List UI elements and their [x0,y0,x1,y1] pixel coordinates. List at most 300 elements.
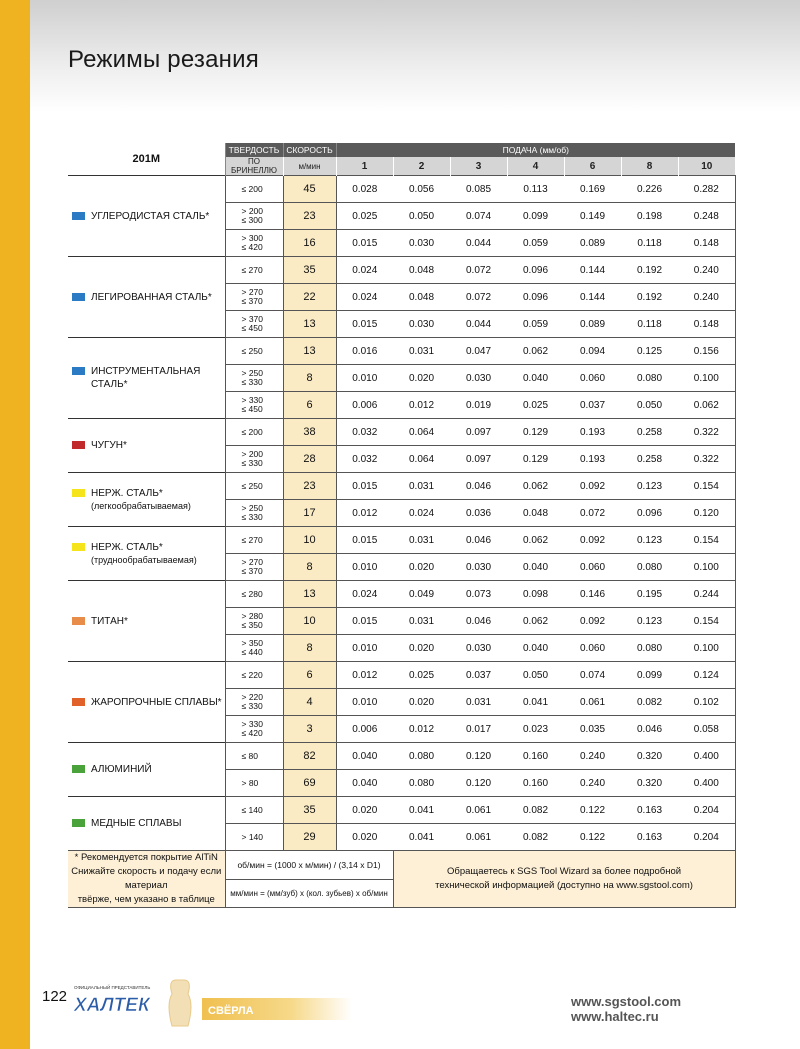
feed-value: 0.064 [393,419,450,446]
feed-value: 0.030 [450,635,507,662]
speed-value: 8 [283,365,336,392]
feed-value: 0.146 [564,581,621,608]
feed-value: 0.030 [393,230,450,257]
material-cell [68,743,225,797]
feed-value: 0.092 [564,527,621,554]
feed-value: 0.082 [507,797,564,824]
hardness-range: ≤ 270 [241,264,263,275]
speed-value: 10 [283,608,336,635]
speed-value: 82 [283,743,336,770]
cutting-modes-table [68,143,736,908]
websites [571,994,681,1024]
material-color-swatch [72,617,85,625]
feed-value: 0.010 [336,365,393,392]
hardness-range-cell [225,365,283,392]
feed-value: 0.024 [336,284,393,311]
feed-value: 0.059 [507,230,564,257]
feed-value: 0.060 [564,365,621,392]
feed-value: 0.098 [507,581,564,608]
feed-value: 0.031 [393,338,450,365]
page-number: 122 [42,988,68,1005]
speed-value: 38 [283,419,336,446]
hardness-range-cell [225,203,283,230]
feed-value: 0.144 [564,284,621,311]
feed-value: 0.024 [336,581,393,608]
rpm-formula: об/мин = (1000 x м/мин) / (3,14 x D1) [225,851,393,880]
feed-value: 0.046 [450,527,507,554]
feed-value: 0.322 [678,446,735,473]
speed-value: 6 [283,392,336,419]
footnote-line: * Рекомендуется покрытие AlTiN [74,852,218,863]
feed-value: 0.120 [678,500,735,527]
feed-value: 0.073 [450,581,507,608]
hardness-subheader: ПО БРИНЕЛЛЮ [225,157,283,176]
feed-value: 0.258 [621,446,678,473]
material-color-swatch [72,293,85,301]
feed-value: 0.129 [507,419,564,446]
material-color-swatch [72,367,85,375]
hardness-range-cell [225,473,283,500]
feed-value: 0.118 [621,230,678,257]
material-name: ЧУГУН* [91,440,127,451]
speed-value: 23 [283,473,336,500]
feed-value: 0.062 [507,527,564,554]
hardness-range-cell [225,527,283,554]
feed-value: 0.020 [336,824,393,851]
feed-value: 0.100 [678,635,735,662]
feed-value: 0.056 [393,176,450,203]
material-color-swatch [72,543,85,551]
speed-value: 13 [283,581,336,608]
feed-value: 0.010 [336,689,393,716]
feed-value: 0.089 [564,311,621,338]
feed-value: 0.062 [507,608,564,635]
feed-value: 0.020 [336,797,393,824]
material-color-swatch [72,212,85,220]
material-color-swatch [72,819,85,827]
feed-value: 0.080 [621,635,678,662]
feed-value: 0.120 [450,770,507,797]
feed-value: 0.154 [678,608,735,635]
speed-value: 6 [283,662,336,689]
material-color-swatch [72,698,85,706]
feed-value: 0.044 [450,230,507,257]
feed-value: 0.032 [336,446,393,473]
feed-value: 0.097 [450,446,507,473]
hardness-range-cell [225,608,283,635]
feed-value: 0.192 [621,257,678,284]
feed-value: 0.024 [336,257,393,284]
speed-value: 28 [283,446,336,473]
feed-value: 0.012 [393,392,450,419]
speed-value: 35 [283,257,336,284]
material-subtitle: (легкообрабатываемая) [91,501,191,511]
hardness-range: ≤ 330 [241,512,263,522]
feed-value: 0.240 [678,284,735,311]
hardness-range-cell [225,797,283,824]
feed-value: 0.020 [393,365,450,392]
material-name: МЕДНЫЕ СПЛАВЫ [91,818,182,829]
hardness-range-cell [225,230,283,257]
feed-value: 0.025 [336,203,393,230]
hardness-range: ≤ 280 [241,588,263,599]
feed-value: 0.240 [678,257,735,284]
speed-value: 4 [283,689,336,716]
speed-value: 23 [283,203,336,230]
diameter-header: 4 [507,157,564,176]
table-row [68,176,735,203]
hardness-range: > 300 [241,233,264,243]
material-cell [68,581,225,662]
hardness-range-cell [225,554,283,581]
feed-value: 0.015 [336,473,393,500]
feed-value: 0.030 [450,365,507,392]
feed-value: 0.163 [621,797,678,824]
hardness-range: > 350 [241,638,264,648]
feed-value: 0.012 [336,662,393,689]
hardness-range: > 250 [241,503,264,513]
feed-value: 0.193 [564,446,621,473]
feed-value: 0.012 [336,500,393,527]
material-name: НЕРЖ. СТАЛЬ* [91,542,163,553]
contact-note [393,851,735,908]
feed-value: 0.160 [507,770,564,797]
material-color-swatch [72,765,85,773]
hardness-range-cell [225,689,283,716]
feed-value: 0.019 [450,392,507,419]
feed-value: 0.015 [336,311,393,338]
feed-value: 0.096 [507,284,564,311]
hardness-range-cell [225,338,283,365]
section-label: СВЁРЛА [208,1005,254,1017]
feed-value: 0.062 [507,473,564,500]
footnote [68,851,225,908]
hardness-range-cell [225,770,283,797]
feed-value: 0.226 [621,176,678,203]
hardness-range: ≤ 300 [241,215,263,225]
hardness-range-cell [225,446,283,473]
hardness-range-cell [225,500,283,527]
feed-value: 0.058 [678,716,735,743]
material-cell [68,797,225,851]
hardness-range-cell [225,257,283,284]
feed-value: 0.031 [393,608,450,635]
feed-value: 0.122 [564,824,621,851]
table-row [68,581,735,608]
hardness-range: > 200 [241,206,264,216]
feed-value: 0.048 [393,257,450,284]
hardness-range-cell [225,662,283,689]
table-row [68,662,735,689]
speed-value: 8 [283,635,336,662]
speed-value: 8 [283,554,336,581]
feed-value: 0.050 [621,392,678,419]
material-cell [68,338,225,419]
logo-small-text: ОФИЦИАЛЬНЫЙ ПРЕДСТАВИТЕЛЬ [74,985,151,990]
feed-value: 0.050 [393,203,450,230]
feed-value: 0.163 [621,824,678,851]
hardness-range: ≤ 420 [241,242,263,252]
feed-value: 0.120 [450,743,507,770]
feed-value: 0.123 [621,608,678,635]
hardness-range: ≤ 330 [241,458,263,468]
material-cell [68,419,225,473]
website-link[interactable]: www.sgstool.com [571,994,682,1009]
feed-value: 0.099 [621,662,678,689]
hardness-range: ≤ 250 [241,480,263,491]
feed-value: 0.094 [564,338,621,365]
hardness-range: ≤ 350 [241,620,263,630]
feed-value: 0.072 [564,500,621,527]
feed-value: 0.010 [336,635,393,662]
feed-value: 0.154 [678,527,735,554]
feed-value: 0.198 [621,203,678,230]
feed-value: 0.258 [621,419,678,446]
feed-value: 0.400 [678,770,735,797]
feed-value: 0.028 [336,176,393,203]
feed-value: 0.041 [393,824,450,851]
feed-value: 0.025 [393,662,450,689]
feed-value: 0.204 [678,797,735,824]
hardness-range: > 330 [241,719,264,729]
feed-value: 0.125 [621,338,678,365]
feed-value: 0.080 [393,770,450,797]
material-name: ТИТАН* [91,615,128,627]
feed-value: 0.006 [336,716,393,743]
diameter-header: 10 [678,157,735,176]
material-cell [68,257,225,338]
hardness-range-cell [225,419,283,446]
logo-brand-text: ХАЛТЕК [74,995,150,1016]
hardness-range-cell [225,311,283,338]
hardness-range: ≤ 330 [241,377,263,387]
feed-value: 0.195 [621,581,678,608]
feed-value: 0.044 [450,311,507,338]
speed-value: 17 [283,500,336,527]
feed-value: 0.040 [507,365,564,392]
left-color-stripe [0,0,30,1049]
feed-value: 0.060 [564,554,621,581]
feed-value: 0.031 [450,689,507,716]
feed-value: 0.123 [621,527,678,554]
diameter-header: 3 [450,157,507,176]
feed-value: 0.025 [507,392,564,419]
feed-value: 0.193 [564,419,621,446]
hardness-range-cell [225,284,283,311]
feed-value: 0.248 [678,203,735,230]
feed-value: 0.148 [678,230,735,257]
feed-value: 0.240 [564,743,621,770]
feed-value: 0.092 [564,608,621,635]
feed-value: 0.006 [336,392,393,419]
feed-value: 0.154 [678,473,735,500]
feed-value: 0.064 [393,446,450,473]
feed-value: 0.082 [621,689,678,716]
hardness-range-cell [225,716,283,743]
material-color-swatch [72,489,85,497]
feed-value: 0.015 [336,608,393,635]
feed-value: 0.030 [450,554,507,581]
hardness-range: ≤ 270 [241,534,263,545]
hardness-range-cell [225,824,283,851]
feed-value: 0.282 [678,176,735,203]
contact-line: технической информацией (доступно на www.sgstool.com) [435,880,693,891]
material-cell [68,662,225,743]
feed-value: 0.012 [393,716,450,743]
feed-value: 0.049 [393,581,450,608]
table-row [68,419,735,446]
hardness-range: > 250 [241,368,264,378]
material-name: ЖАРОПРОЧНЫЕ СПЛАВЫ* [91,696,222,708]
material-cell [68,473,225,527]
hardness-range: ≤ 200 [241,426,263,437]
feed-value: 0.320 [621,770,678,797]
feed-value: 0.240 [564,770,621,797]
feed-value: 0.016 [336,338,393,365]
diameter-header: 2 [393,157,450,176]
hardness-range: > 200 [241,449,264,459]
feed-value: 0.040 [336,743,393,770]
hardness-range: ≤ 440 [241,647,263,657]
hardness-range: ≤ 450 [241,404,263,414]
feed-value: 0.100 [678,554,735,581]
feed-value: 0.169 [564,176,621,203]
feed-value: 0.037 [450,662,507,689]
feed-value: 0.035 [564,716,621,743]
speed-value: 35 [283,797,336,824]
material-name: УГЛЕРОДИСТАЯ СТАЛЬ* [91,210,210,222]
feed-value: 0.092 [564,473,621,500]
feed-value: 0.080 [393,743,450,770]
material-color-swatch [72,441,85,449]
table-row [68,797,735,824]
hardness-range: ≤ 220 [241,669,263,680]
speed-unit: м/мин [283,157,336,176]
feed-value: 0.020 [393,554,450,581]
material-name: АЛЮМИНИЙ [91,764,152,775]
feed-value: 0.046 [450,608,507,635]
feed-value: 0.129 [507,446,564,473]
feed-value: 0.144 [564,257,621,284]
hardness-header: ТВЕРДОСТЬ [225,143,283,157]
speed-value: 3 [283,716,336,743]
table-row [68,743,735,770]
material-name: ЛЕГИРОВАННАЯ СТАЛЬ* [91,291,212,303]
feed-value: 0.010 [336,554,393,581]
feed-value: 0.040 [507,554,564,581]
feed-value: 0.048 [507,500,564,527]
speed-value: 45 [283,176,336,203]
feed-value: 0.085 [450,176,507,203]
feed-value: 0.062 [507,338,564,365]
feed-value: 0.102 [678,689,735,716]
speed-header: СКОРОСТЬ [283,143,336,157]
speed-value: 10 [283,527,336,554]
footer-row [68,851,735,880]
feed-value: 0.118 [621,311,678,338]
speed-value: 13 [283,338,336,365]
feed-value: 0.096 [621,500,678,527]
feed-value: 0.074 [450,203,507,230]
speed-value: 29 [283,824,336,851]
haltec-logo [72,976,352,1028]
material-name-line2: СТАЛЬ* [91,379,128,390]
hardness-range: ≤ 370 [241,296,263,306]
hardness-range: > 270 [241,557,264,567]
feed-value: 0.037 [564,392,621,419]
hardness-range: ≤ 370 [241,566,263,576]
speed-value: 16 [283,230,336,257]
feed-value: 0.061 [450,797,507,824]
hardness-range: > 140 [241,831,264,842]
feed-value: 0.080 [621,554,678,581]
hardness-range: > 330 [241,395,264,405]
header-row-top [68,143,735,157]
hardness-range: ≤ 450 [241,323,263,333]
feed-value: 0.030 [393,311,450,338]
feed-value: 0.015 [336,230,393,257]
contact-line: Обращаетесь к SGS Tool Wizard за более подробной [447,866,682,877]
hardness-range-cell [225,392,283,419]
hardness-range: ≤ 330 [241,701,263,711]
footnote-line: Снижайте скорость и подачу если материал [71,866,222,891]
feed-value: 0.041 [393,797,450,824]
material-name: ИНСТРУМЕНТАЛЬНАЯ [91,366,201,377]
feed-value: 0.059 [507,311,564,338]
feed-value: 0.122 [564,797,621,824]
hardness-range: > 370 [241,314,264,324]
table-row [68,257,735,284]
feed-value: 0.062 [678,392,735,419]
feed-value: 0.123 [621,473,678,500]
material-name: НЕРЖ. СТАЛЬ* [91,488,163,499]
table-row [68,473,735,500]
feed-value: 0.096 [507,257,564,284]
feed-value: 0.017 [450,716,507,743]
feed-value: 0.031 [393,527,450,554]
feed-value: 0.100 [678,365,735,392]
speed-value: 69 [283,770,336,797]
feed-value: 0.023 [507,716,564,743]
hardness-range: ≤ 140 [241,804,263,815]
hardness-range-cell [225,581,283,608]
hardness-range: ≤ 200 [241,183,263,194]
feed-value: 0.113 [507,176,564,203]
feed-value: 0.097 [450,419,507,446]
feed-value: 0.074 [564,662,621,689]
feed-value: 0.124 [678,662,735,689]
feed-value: 0.160 [507,743,564,770]
feed-value: 0.020 [393,635,450,662]
website-link[interactable]: www.haltec.ru [571,1009,659,1024]
feed-value: 0.244 [678,581,735,608]
hardness-range: ≤ 420 [241,728,263,738]
feed-value: 0.020 [393,689,450,716]
feed-value: 0.015 [336,527,393,554]
feed-header: ПОДАЧА (мм/об) [336,143,735,157]
diameter-header: 6 [564,157,621,176]
feed-value: 0.099 [507,203,564,230]
hardness-range: ≤ 80 [241,750,258,761]
feed-value: 0.040 [336,770,393,797]
feed-value: 0.036 [450,500,507,527]
diameter-header: 8 [621,157,678,176]
hardness-range-cell [225,176,283,203]
feed-value: 0.046 [621,716,678,743]
feed-value: 0.031 [393,473,450,500]
feed-value: 0.320 [621,743,678,770]
footnote-line: твёрже, чем указано в таблице [77,894,215,905]
